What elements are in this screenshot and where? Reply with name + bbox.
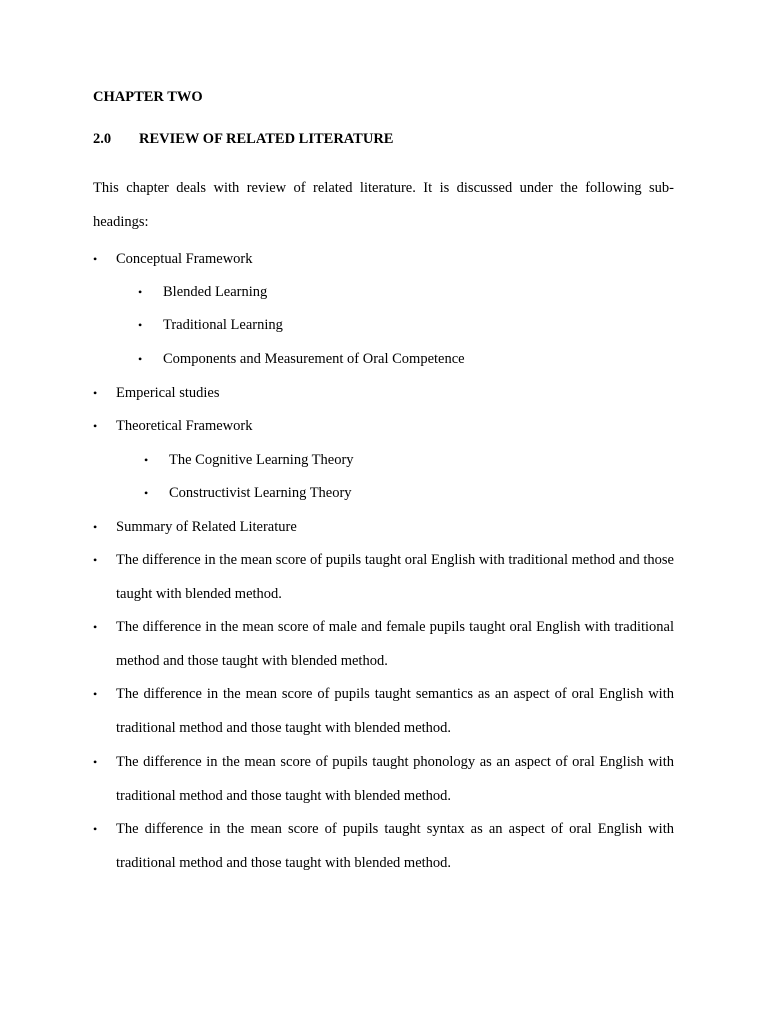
list-item-text: The difference in the mean score of pupils taught syntax as an aspect of oral English with traditional method and those taught with blended method. <box>116 821 674 871</box>
list-item-text: Theoretical Framework <box>116 418 253 434</box>
bullet-icon: • <box>138 352 143 366</box>
bullet-icon: • <box>93 386 98 400</box>
bullet-icon: • <box>93 822 98 836</box>
list-item-empirical-studies <box>93 377 674 411</box>
list-item-text: The difference in the mean score of male and female pupils taught oral English with traditional method and those taught with blended method. <box>116 619 674 669</box>
list-item-text: Blended Learning <box>163 284 268 300</box>
list-item-difference-oral-english <box>93 544 674 611</box>
bullet-icon: • <box>93 553 98 567</box>
list-item-text: Components and Measurement of Oral Competence <box>163 351 465 367</box>
list-item-text: The difference in the mean score of pupils taught phonology as an aspect of oral English with traditional method and those taught with blended method. <box>116 754 674 804</box>
section-number: 2.0 <box>93 131 112 147</box>
sub-list-item-oral-competence <box>138 343 674 377</box>
section-heading <box>93 130 393 148</box>
list-item-text: Conceptual Framework <box>116 251 253 267</box>
bullet-icon: • <box>93 755 98 769</box>
list-item-text: The difference in the mean score of pupils taught semantics as an aspect of oral English with traditional method and those taught with blended method. <box>116 686 674 736</box>
list-item-text: Constructivist Learning Theory <box>169 485 352 501</box>
list-item-summary <box>93 511 674 545</box>
bullet-icon: • <box>93 687 98 701</box>
list-item-text: Summary of Related Literature <box>116 519 297 535</box>
bullet-icon: • <box>93 252 98 266</box>
list-item-text: The Cognitive Learning Theory <box>169 452 354 468</box>
bullet-icon: • <box>93 419 98 433</box>
sub-list-item-cognitive-theory <box>144 444 674 478</box>
list-item-difference-semantics <box>93 678 674 745</box>
sub-list-item-traditional-learning <box>138 309 674 343</box>
sub-list-item-constructivist-theory <box>144 477 674 511</box>
bullet-icon: • <box>144 453 149 467</box>
list-item-difference-syntax <box>93 813 674 880</box>
bullet-icon: • <box>144 486 149 500</box>
list-item-difference-phonology <box>93 746 674 813</box>
intro-paragraph: This chapter deals with review of related literature. It is discussed under the following sub-headings: <box>93 180 674 230</box>
bullet-icon: • <box>93 620 98 634</box>
bullet-icon: • <box>138 318 143 332</box>
bullet-icon: • <box>93 520 98 534</box>
list-item-conceptual-framework <box>93 243 674 277</box>
chapter-title: CHAPTER TWO <box>93 89 203 105</box>
sub-list-item-blended-learning <box>138 276 674 310</box>
list-item-text: The difference in the mean score of pupils taught oral English with traditional method and those taught with blended method. <box>116 552 674 602</box>
list-item-text: Emperical studies <box>116 385 220 401</box>
bullet-icon: • <box>138 285 143 299</box>
list-item-difference-gender <box>93 611 674 678</box>
list-item-text: Traditional Learning <box>163 317 283 333</box>
list-item-theoretical-framework <box>93 410 674 444</box>
section-title: REVIEW OF RELATED LITERATURE <box>139 131 394 147</box>
